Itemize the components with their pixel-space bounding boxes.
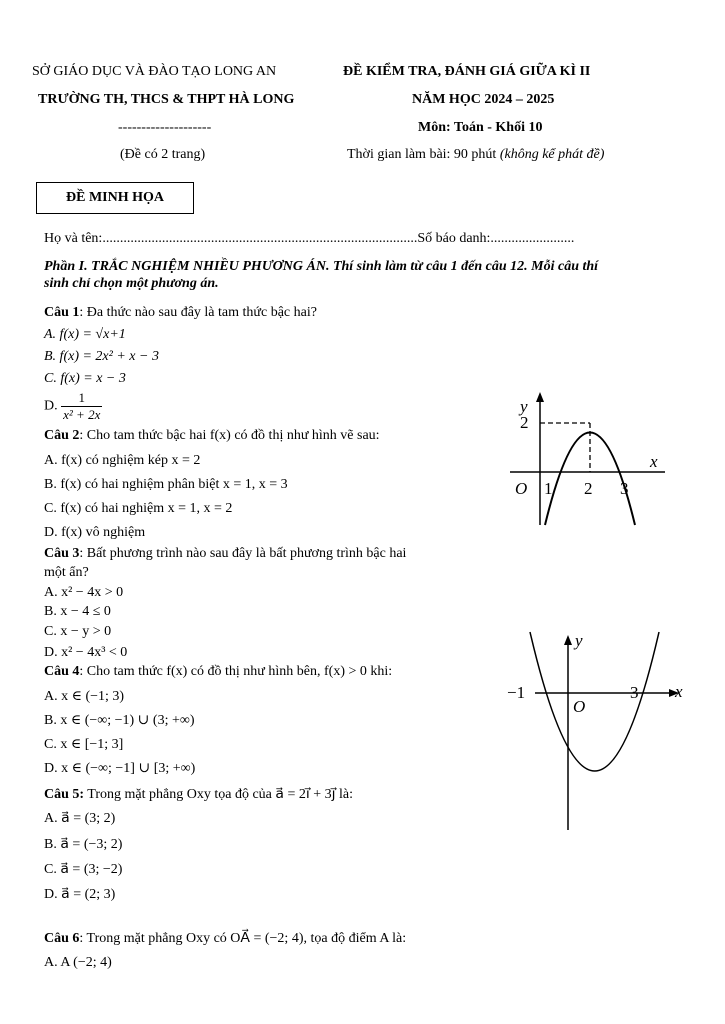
q2-option-b: B. f(x) có hai nghiệm phân biệt x = 1, x = 3 (44, 477, 288, 492)
question-5-label: Câu 5: (44, 787, 85, 802)
part1-heading-cont: sinh chỉ chọn một phương án. (44, 276, 219, 291)
q1-option-c: C. f(x) = x − 3 (44, 371, 126, 386)
q1-option-d-denominator: x² + 2x (63, 407, 101, 422)
header-school: TRƯỜNG TH, THCS & THPT HÀ LONG (38, 92, 295, 107)
question-5-text: Trong mặt phẳng Oxy tọa độ của a⃗ = 2i⃗ + 3j⃗ là: (84, 787, 354, 802)
q5-option-d: D. a⃗ = (2; 3) (44, 887, 116, 902)
q5-option-c: C. a⃗ = (3; −2) (44, 862, 123, 877)
graph-2-origin: O (573, 697, 586, 716)
graph-2-x-label: x (675, 682, 683, 701)
graph-1 (500, 390, 680, 530)
q3-option-a: A. x² − 4x > 0 (44, 585, 124, 600)
q4-option-d: D. x ∈ (−∞; −1] ∪ [3; +∞) (44, 761, 196, 776)
question-3-text: : Bất phương trình nào sau đây là bất phương trình bậc hai (79, 546, 407, 561)
header-separator: -------------------- (118, 120, 212, 135)
q2-option-a: A. f(x) có nghiệm kép x = 2 (44, 453, 201, 468)
graph-2-x-tick-2: 3 (630, 683, 639, 702)
question-2-label: Câu 2 (44, 428, 80, 443)
q3-option-b: B. x − 4 ≤ 0 (44, 604, 111, 619)
q3-option-d: D. x² − 4x³ < 0 (44, 645, 128, 660)
q1-option-d-fraction (61, 390, 102, 423)
question-1-text: : Đa thức nào sau đây là tam thức bậc hai? (79, 305, 317, 320)
time-allowed-text: Thời gian làm bài: 90 phút (347, 147, 500, 162)
school-year: NĂM HỌC 2024 – 2025 (412, 92, 555, 107)
graph-2-y-arrow (564, 635, 572, 645)
q1-option-d (44, 390, 102, 423)
graph-1-y-arrow (536, 392, 544, 402)
header-pages: (Đề có 2 trang) (120, 147, 206, 162)
graph-2 (505, 630, 695, 835)
question-3-text-cont: một ẩn? (44, 565, 89, 580)
graph-1-x-tick-2: 2 (584, 479, 593, 498)
question-2-text: : Cho tam thức bậc hai f(x) có đồ thị như hình vẽ sau: (79, 428, 380, 443)
question-6-label: Câu 6 (44, 931, 80, 946)
graph-1-y-tick: 2 (520, 413, 529, 432)
question-4-text: : Cho tam thức f(x) có đồ thị như hình bên, f(x) > 0 khi: (79, 664, 393, 679)
graph-2-parabola (530, 632, 659, 771)
question-1 (44, 305, 317, 321)
q6-option-a: A. A (−2; 4) (44, 955, 112, 970)
time-allowed (347, 147, 604, 163)
question-4 (44, 664, 392, 680)
q1-option-b: B. f(x) = 2x² + x − 3 (44, 349, 159, 364)
q4-option-c: C. x ∈ [−1; 3] (44, 737, 124, 752)
graph-2-y-label: y (575, 631, 583, 650)
q1-option-d-numerator: 1 (61, 390, 102, 407)
q5-option-a: A. a⃗ = (3; 2) (44, 811, 116, 826)
q2-option-d: D. f(x) vô nghiệm (44, 525, 146, 540)
q4-option-a: A. x ∈ (−1; 3) (44, 689, 125, 704)
graph-1-x-label: x (650, 452, 658, 471)
graph-1-origin: O (515, 479, 528, 498)
student-info-line: Họ và tên:..........................................................................................Số báo danh:........................ (44, 231, 575, 246)
q1-option-a: A. f(x) = √x+1 (44, 327, 126, 342)
question-3 (44, 546, 406, 562)
part1-heading: Phần I. TRẮC NGHIỆM NHIỀU PHƯƠNG ÁN. Thí sinh làm từ câu 1 đến câu 12. Mỗi câu thí (44, 259, 599, 274)
time-allowed-note: (không kể phát đề) (499, 147, 605, 162)
subject-grade: Môn: Toán - Khối 10 (418, 120, 543, 135)
graph-2-x-tick-1: −1 (507, 683, 526, 702)
q4-option-b: B. x ∈ (−∞; −1) ∪ (3; +∞) (44, 713, 195, 728)
q1-option-d-prefix: D. (44, 398, 58, 414)
question-6 (44, 930, 406, 947)
header-department: SỞ GIÁO DỤC VÀ ĐÀO TẠO LONG AN (32, 64, 277, 79)
exam-type-box: ĐỀ MINH HỌA (36, 182, 194, 214)
graph-1-y-label: y (520, 397, 528, 416)
question-4-label: Câu 4 (44, 664, 80, 679)
question-5 (44, 786, 353, 803)
question-1-label: Câu 1 (44, 305, 80, 320)
q2-option-c: C. f(x) có hai nghiệm x = 1, x = 2 (44, 501, 233, 516)
q5-option-b: B. a⃗ = (−3; 2) (44, 837, 123, 852)
graph-1-x-tick-3: 3 (620, 479, 629, 498)
q3-option-c: C. x − y > 0 (44, 624, 112, 639)
graph-1-x-tick-1: 1 (544, 479, 553, 498)
question-2 (44, 428, 380, 444)
exam-title: ĐỀ KIỂM TRA, ĐÁNH GIÁ GIỮA KÌ II (343, 64, 591, 79)
question-6-text: : Trong mặt phẳng Oxy có OA⃗ = (−2; 4), tọa độ điểm A là: (79, 931, 407, 946)
question-3-label: Câu 3 (44, 546, 80, 561)
